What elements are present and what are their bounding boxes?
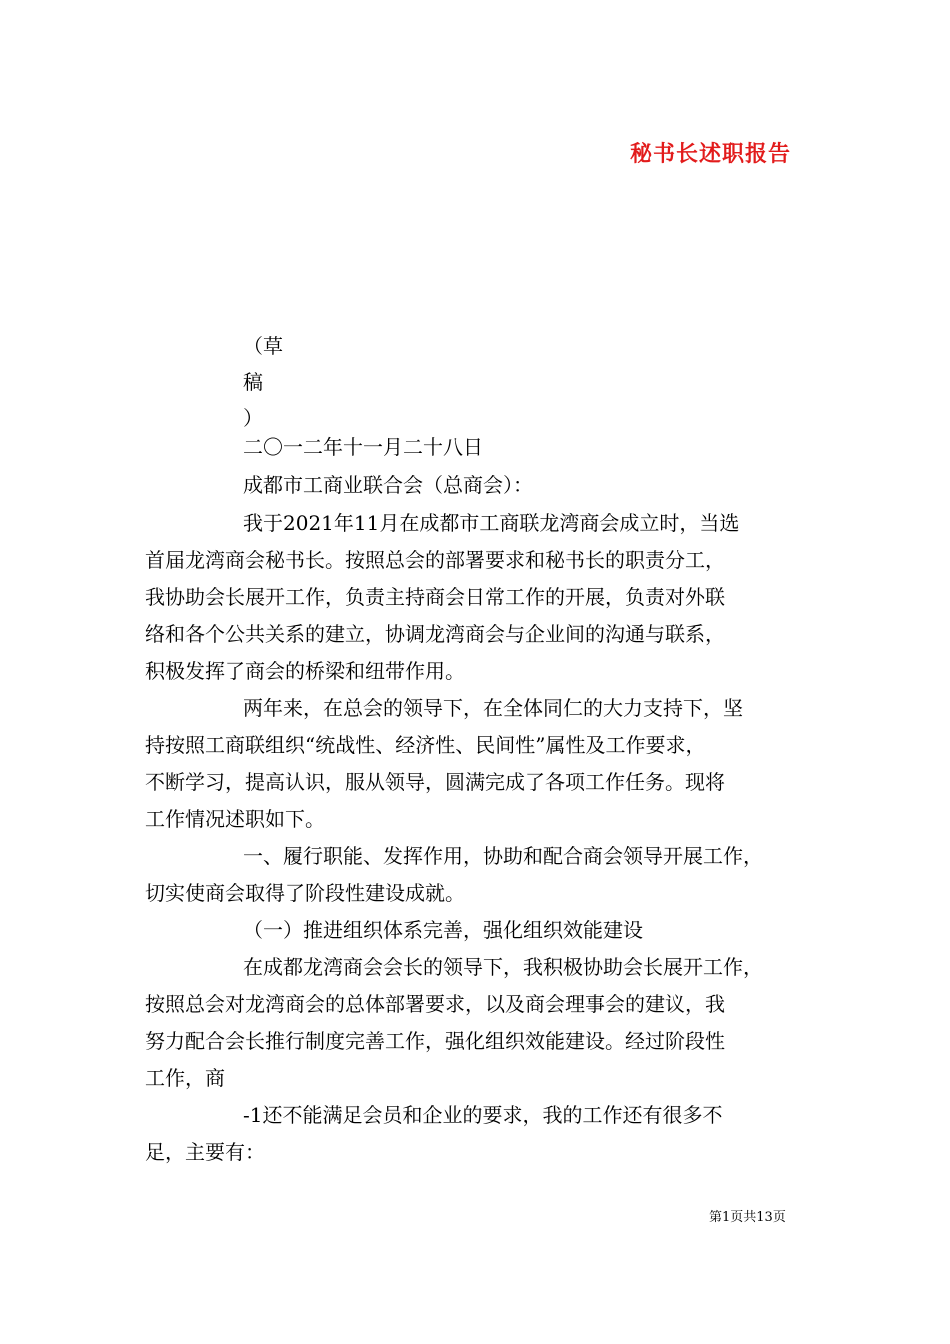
paragraph-line: 我于2021年11月在成都市工商联龙湾商会成立时，当选 <box>243 511 740 535</box>
draft-note-close: ） <box>243 406 263 430</box>
report-date: 二〇一二年十一月二十八日 <box>243 435 483 459</box>
paragraph-line: 两年来，在总会的领导下，在全体同仁的大力支持下，坚 <box>243 696 743 720</box>
paragraph-line: 不断学习，提高认识，服从领导，圆满完成了各项工作任务。现将 <box>145 770 725 794</box>
paragraph-line: 络和各个公共关系的建立，协调龙湾商会与企业间的沟通与联系， <box>145 622 725 646</box>
paragraph-line: 我协助会长展开工作，负责主持商会日常工作的开展，负责对外联 <box>145 585 725 609</box>
paragraph-line: 持按照工商联组织“统战性、经济性、民间性”属性及工作要求， <box>145 733 706 757</box>
paragraph-line: 在成都龙湾商会会长的领导下，我积极协助会长展开工作， <box>243 955 763 979</box>
addressee: 成都市工商业联合会（总商会）： <box>243 473 533 497</box>
paragraph-line: 积极发挥了商会的桥梁和纽带作用。 <box>145 659 465 683</box>
paragraph-line: 工作情况述职如下。 <box>145 807 325 831</box>
subsection-heading-1: （一）推进组织体系完善，强化组织效能建设 <box>243 918 643 942</box>
document-title: 秘书长述职报告 <box>630 141 792 167</box>
draft-note-mid: 稿 <box>243 370 263 394</box>
paragraph-line: 按照总会对龙湾商会的总体部署要求，以及商会理事会的建议，我 <box>145 992 725 1016</box>
page-number: 第1页共13页 <box>709 1210 786 1225</box>
paragraph-line: 切实使商会取得了阶段性建设成就。 <box>145 881 465 905</box>
paragraph-line: 一、履行职能、发挥作用，协助和配合商会领导开展工作， <box>243 844 763 868</box>
paragraph-line: 足，主要有： <box>145 1140 265 1164</box>
draft-note-open: （草 <box>243 334 283 358</box>
paragraph-line: 首届龙湾商会秘书长。按照总会的部署要求和秘书长的职责分工， <box>145 548 725 572</box>
paragraph-line: -1还不能满足会员和企业的要求，我的工作还有很多不 <box>243 1103 723 1127</box>
paragraph-line: 工作，商 <box>145 1066 225 1090</box>
paragraph-line: 努力配合会长推行制度完善工作，强化组织效能建设。经过阶段性 <box>145 1029 725 1053</box>
draft-note <box>243 328 283 436</box>
